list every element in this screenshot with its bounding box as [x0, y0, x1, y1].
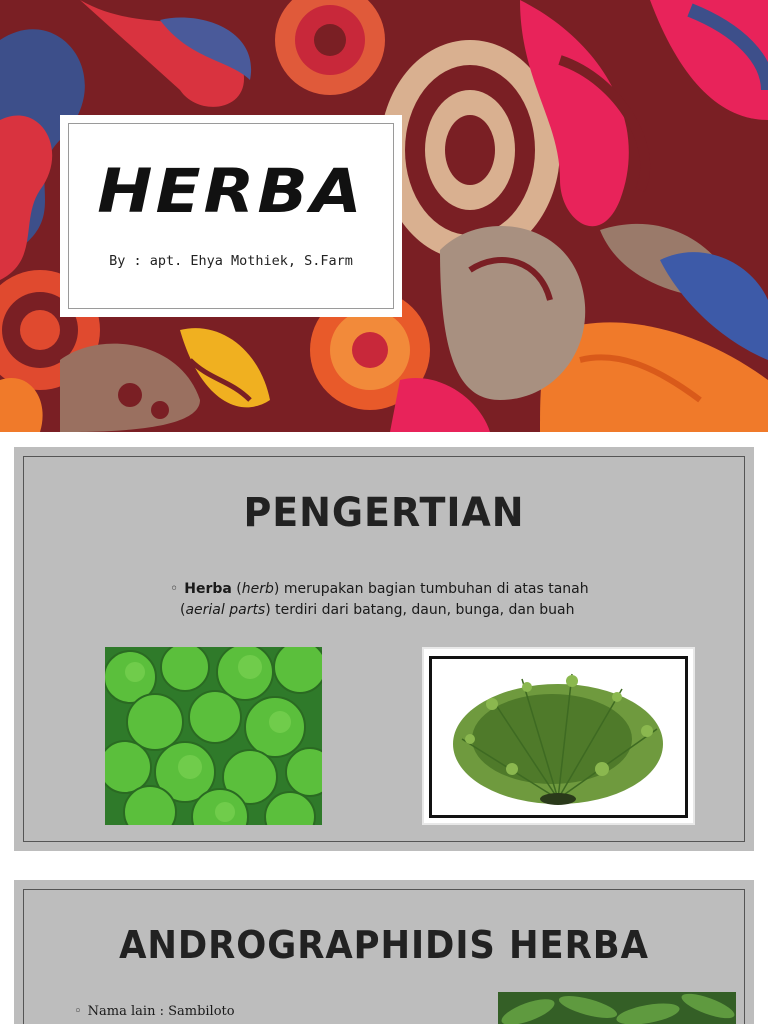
- bullet-term-aerial-parts: aerial parts: [185, 602, 266, 618]
- slide-title-herba: HERBA: [97, 156, 365, 227]
- bullet-text: Nama lain : Sambiloto: [87, 1004, 235, 1019]
- sambiloto-leaves-photo: [498, 992, 736, 1024]
- thyme-plant-photo: [429, 656, 688, 818]
- other-name-bullet: [74, 1001, 235, 1022]
- title-card: [60, 115, 402, 317]
- definition-bullet: [170, 579, 620, 621]
- andrographidis-slide: [14, 880, 754, 1024]
- bullet-text: (: [180, 602, 186, 618]
- bullet-text: ) terdiri dari batang, daun, bunga, dan buah: [265, 602, 575, 618]
- bullet-marker: ◦: [74, 1004, 82, 1019]
- centella-leaves-photo: [105, 647, 322, 825]
- slide-title-pengertian: PENGERTIAN: [243, 490, 525, 536]
- title-slide: [0, 0, 768, 432]
- thyme-plant-photo-frame: [422, 647, 695, 825]
- bullet-text: (: [231, 581, 242, 597]
- slide-title-andrographidis: ANDROGRAPHIDIS HERBA: [119, 923, 649, 967]
- bullet-term-herb: herb: [241, 581, 274, 597]
- bullet-text: ) merupakan bagian tumbuhan di atas tanah: [273, 581, 589, 597]
- author-byline: By : apt. Ehya Mothiek, S.Farm: [109, 253, 353, 269]
- bullet-marker: ◦: [170, 581, 179, 597]
- bullet-term-herba: Herba: [184, 581, 232, 597]
- definition-slide: [14, 447, 754, 851]
